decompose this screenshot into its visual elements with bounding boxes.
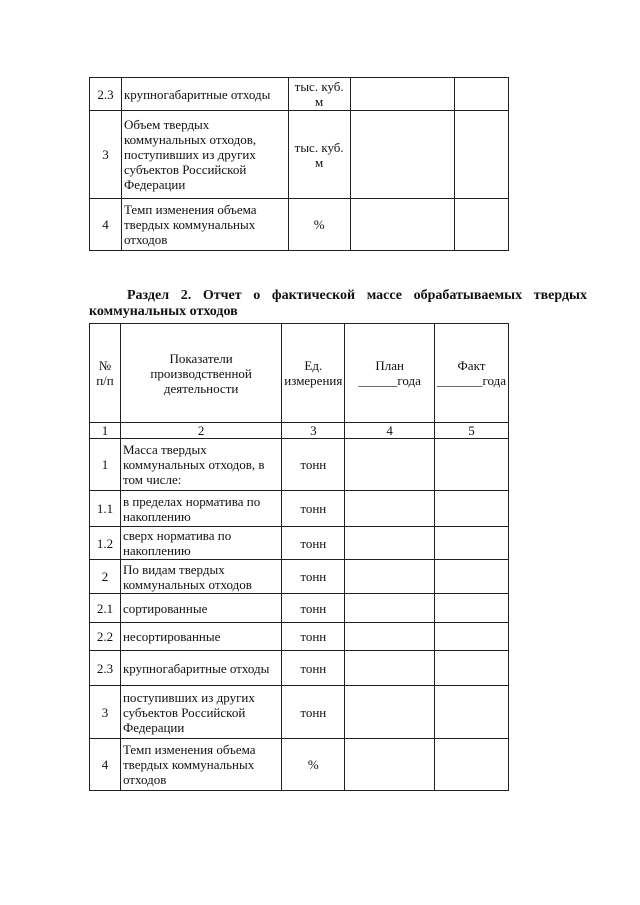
fact-cell xyxy=(455,111,509,199)
row-indicator: Темп изменения объема твердых коммунальных отходов xyxy=(121,199,288,251)
row-indicator: сверх норматива по накоплению xyxy=(120,527,281,560)
table-row xyxy=(90,651,509,686)
table-row xyxy=(90,527,509,560)
plan-cell xyxy=(345,439,435,491)
row-indicator: крупногабаритные отходы xyxy=(121,78,288,111)
column-numbers-row xyxy=(90,423,509,439)
row-indicator: По видам твердых коммунальных отходов xyxy=(120,560,281,594)
col-number: 1 xyxy=(90,423,121,439)
plan-cell xyxy=(345,651,435,686)
plan-cell xyxy=(345,739,435,791)
col-number: 3 xyxy=(282,423,345,439)
fact-cell xyxy=(434,739,508,791)
plan-cell xyxy=(350,111,455,199)
row-number: 2.3 xyxy=(90,651,121,686)
row-unit: тонн xyxy=(282,439,345,491)
row-unit: тонн xyxy=(282,491,345,527)
header-number: № п/п xyxy=(90,324,121,423)
col-number: 2 xyxy=(120,423,281,439)
header-unit: Ед. измерения xyxy=(282,324,345,423)
table-row xyxy=(90,560,509,594)
row-indicator: сортированные xyxy=(120,594,281,623)
header-plan: План ______года xyxy=(345,324,435,423)
fact-cell xyxy=(434,594,508,623)
fact-cell xyxy=(455,199,509,251)
row-number: 2 xyxy=(90,560,121,594)
row-number: 3 xyxy=(90,686,121,739)
plan-cell xyxy=(345,560,435,594)
plan-cell xyxy=(345,623,435,651)
fact-cell xyxy=(434,527,508,560)
plan-cell xyxy=(350,199,455,251)
col-number: 5 xyxy=(434,423,508,439)
table-row xyxy=(90,78,509,111)
row-indicator: Темп изменения объема твердых коммунальных отходов xyxy=(120,739,281,791)
row-number: 1 xyxy=(90,439,121,491)
table-row xyxy=(90,623,509,651)
row-number: 4 xyxy=(90,199,122,251)
plan-cell xyxy=(350,78,455,111)
fact-cell xyxy=(434,686,508,739)
row-unit: % xyxy=(288,199,350,251)
fact-cell xyxy=(434,560,508,594)
fact-cell xyxy=(434,491,508,527)
plan-cell xyxy=(345,594,435,623)
row-unit: тыс. куб. м xyxy=(288,111,350,199)
row-unit: тонн xyxy=(282,623,345,651)
table-row xyxy=(90,439,509,491)
table-row xyxy=(90,199,509,251)
plan-cell xyxy=(345,527,435,560)
plan-cell xyxy=(345,491,435,527)
table-row xyxy=(90,111,509,199)
plan-cell xyxy=(345,686,435,739)
table-section2 xyxy=(89,323,509,791)
row-number: 3 xyxy=(90,111,122,199)
row-indicator: крупногабаритные отходы xyxy=(120,651,281,686)
header-fact: Факт _______года xyxy=(434,324,508,423)
table-row xyxy=(90,491,509,527)
fact-cell xyxy=(434,623,508,651)
table-row xyxy=(90,594,509,623)
section-2-title: Раздел 2. Отчет о фактической массе обрабатываемых твердых коммунальных отходов xyxy=(89,288,587,319)
row-unit: тыс. куб. м xyxy=(288,78,350,111)
fact-cell xyxy=(455,78,509,111)
header-indicator: Показатели производственной деятельности xyxy=(120,324,281,423)
row-number: 4 xyxy=(90,739,121,791)
row-number: 2.1 xyxy=(90,594,121,623)
row-number: 2.3 xyxy=(90,78,122,111)
row-unit: тонн xyxy=(282,651,345,686)
col-number: 4 xyxy=(345,423,435,439)
row-unit: тонн xyxy=(282,594,345,623)
row-indicator: Объем твердых коммунальных отходов, поступивших из других субъектов Российской Федерации xyxy=(121,111,288,199)
row-number: 1.2 xyxy=(90,527,121,560)
fact-cell xyxy=(434,439,508,491)
row-unit: тонн xyxy=(282,560,345,594)
table-header-row xyxy=(90,324,509,423)
table-row xyxy=(90,739,509,791)
row-indicator: в пределах норматива по накоплению xyxy=(120,491,281,527)
row-indicator: поступивших из других субъектов Российской Федерации xyxy=(120,686,281,739)
table-row xyxy=(90,686,509,739)
row-unit: тонн xyxy=(282,686,345,739)
table-section1-continuation xyxy=(89,77,509,251)
row-unit: % xyxy=(282,739,345,791)
fact-cell xyxy=(434,651,508,686)
row-unit: тонн xyxy=(282,527,345,560)
row-indicator: несортированные xyxy=(120,623,281,651)
row-indicator: Масса твердых коммунальных отходов, в том числе: xyxy=(120,439,281,491)
row-number: 2.2 xyxy=(90,623,121,651)
row-number: 1.1 xyxy=(90,491,121,527)
